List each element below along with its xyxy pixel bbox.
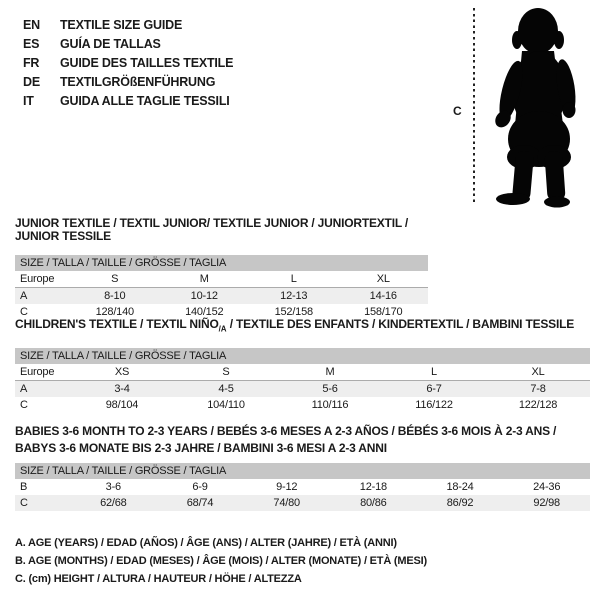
section-title-line: BABYS 3-6 MONATE BIS 2-3 JAHRE / BAMBINI 3-6 MESI A 2-3 ANNI [15, 441, 387, 455]
language-code: DE [23, 75, 40, 89]
table-cell: XL [376, 273, 390, 285]
table-cell: XL [531, 366, 545, 379]
table-cell: M [325, 366, 335, 379]
size-header-band: SIZE / TALLA / TAILLE / GRÖSSE / TAGLIA [15, 463, 590, 479]
table-row [15, 397, 590, 413]
table-cell: 104/110 [207, 399, 245, 412]
table-cell: 6-7 [426, 383, 442, 396]
language-row [23, 35, 233, 54]
section-title [15, 423, 590, 457]
table-cell: 6-9 [192, 481, 208, 493]
language-guide [23, 16, 233, 111]
section-title: CHILDREN'S TEXTILE / TEXTIL $NIÑO_{/A}$ / TEXTILE DES ENFANTS / KINDERTEXTIL / BAMBINI TESSILE [15, 317, 575, 334]
language-label: GUIDA ALLE TAGLIE TESSILI [60, 94, 230, 108]
size-table [15, 255, 428, 320]
table-row [15, 288, 428, 304]
row-label: Europe [20, 273, 55, 285]
section-title-line: JUNIOR TEXTILE / TEXTIL JUNIOR/ TEXTILE JUNIOR / JUNIORTEXTIL / JUNIOR TESSILE [15, 216, 409, 243]
table-cell: 68/74 [186, 497, 214, 509]
table-cell: 8-10 [104, 290, 126, 302]
table-cell: 12-18 [359, 481, 387, 493]
language-row [23, 54, 233, 73]
size-table [15, 463, 590, 511]
row-label: C [20, 306, 28, 318]
table-cell: S [222, 366, 230, 379]
table-cell: 158/170 [364, 306, 403, 318]
size-section-junior [15, 217, 428, 320]
row-label: Europe [20, 366, 55, 379]
footnotes [15, 535, 427, 588]
language-code: ES [23, 37, 40, 51]
language-row [23, 73, 233, 92]
table-cell: 128/140 [95, 306, 134, 318]
language-row [23, 92, 233, 111]
table-cell: 9-12 [276, 481, 298, 493]
size-table [15, 348, 590, 413]
table-cell: 122/128 [518, 399, 558, 412]
table-cell: 98/104 [105, 399, 139, 412]
table-cell: 116/122 [415, 399, 453, 412]
row-label: C [20, 497, 28, 509]
row-label: B [20, 481, 28, 493]
language-row [23, 16, 233, 35]
table-cell: 18-24 [446, 481, 474, 493]
height-measure-label: C [453, 104, 462, 118]
height-measure-dashed-line [473, 8, 475, 205]
row-label: A [20, 290, 28, 302]
table-cell: 110/116 [311, 399, 349, 412]
table-cell: 80/86 [360, 497, 387, 509]
table-cell: 5-6 [322, 383, 338, 396]
table-cell: 12-13 [280, 290, 308, 302]
language-code: IT [23, 94, 34, 108]
table-cell: 3-4 [114, 383, 130, 396]
table-cell: 62/68 [100, 497, 127, 509]
language-code: EN [23, 18, 40, 32]
table-cell: XS [114, 366, 130, 379]
table-row [15, 495, 590, 511]
table-cell: 74/80 [273, 497, 300, 509]
table-cell: 7-8 [530, 383, 546, 396]
table-cell: 10-12 [190, 290, 218, 302]
size-section-babies [15, 423, 590, 511]
language-code: FR [23, 56, 40, 70]
size-header-band: SIZE / TALLA / TAILLE / GRÖSSE / TAGLIA [15, 255, 428, 271]
row-label: A [20, 383, 28, 396]
table-cell: M [199, 273, 209, 285]
size-header-band: SIZE / TALLA / TAILLE / GRÖSSE / TAGLIA [15, 348, 590, 364]
table-row [15, 479, 590, 495]
table-cell: 3-6 [105, 481, 121, 493]
language-label: TEXTILGRÖßENFÜHRUNG [60, 75, 216, 89]
table-cell: 92/98 [533, 497, 560, 509]
table-row [15, 271, 428, 288]
language-label: GUIDE DES TAILLES TEXTILE [60, 56, 234, 70]
table-cell: 4-5 [218, 383, 234, 396]
footnote-line: A. AGE (YEARS) / EDAD (AÑOS) / ÂGE (ANS) / ALTER (JAHRE) / ETÀ (ANNI) [15, 537, 397, 549]
table-cell: 152/158 [274, 306, 313, 318]
table-cell: 14-16 [369, 290, 397, 302]
language-label: GUÍA DE TALLAS [60, 37, 161, 51]
table-cell: 140/152 [185, 306, 224, 318]
table-cell: L [431, 366, 437, 379]
table-row [15, 381, 590, 397]
language-label: TEXTILE SIZE GUIDE [60, 18, 183, 32]
table-cell: S [111, 273, 119, 285]
table-cell: L [290, 273, 297, 285]
table-cell: 24-36 [533, 481, 561, 493]
section-title [15, 217, 428, 243]
table-cell: 86/92 [446, 497, 474, 509]
baby-silhouette-image [486, 3, 598, 208]
footnote-line: C. (cm) HEIGHT / ALTURA / HAUTEUR / HÖHE / ALTEZZA [15, 572, 302, 585]
size-section-children [15, 318, 590, 413]
row-label: C [20, 399, 28, 412]
section-title-line: BABIES 3-6 MONTH TO 2-3 YEARS / BEBÉS 3-6 MESES A 2-3 AÑOS / BÉBÉS 3-6 MOIS À 2-3 ANS / [15, 424, 557, 438]
footnote-line: B. AGE (MONTHS) / EDAD (MESES) / ÂGE (MOIS) / ALTER (MONATE) / ETÀ (MESI) [15, 554, 427, 567]
table-row [15, 364, 590, 381]
